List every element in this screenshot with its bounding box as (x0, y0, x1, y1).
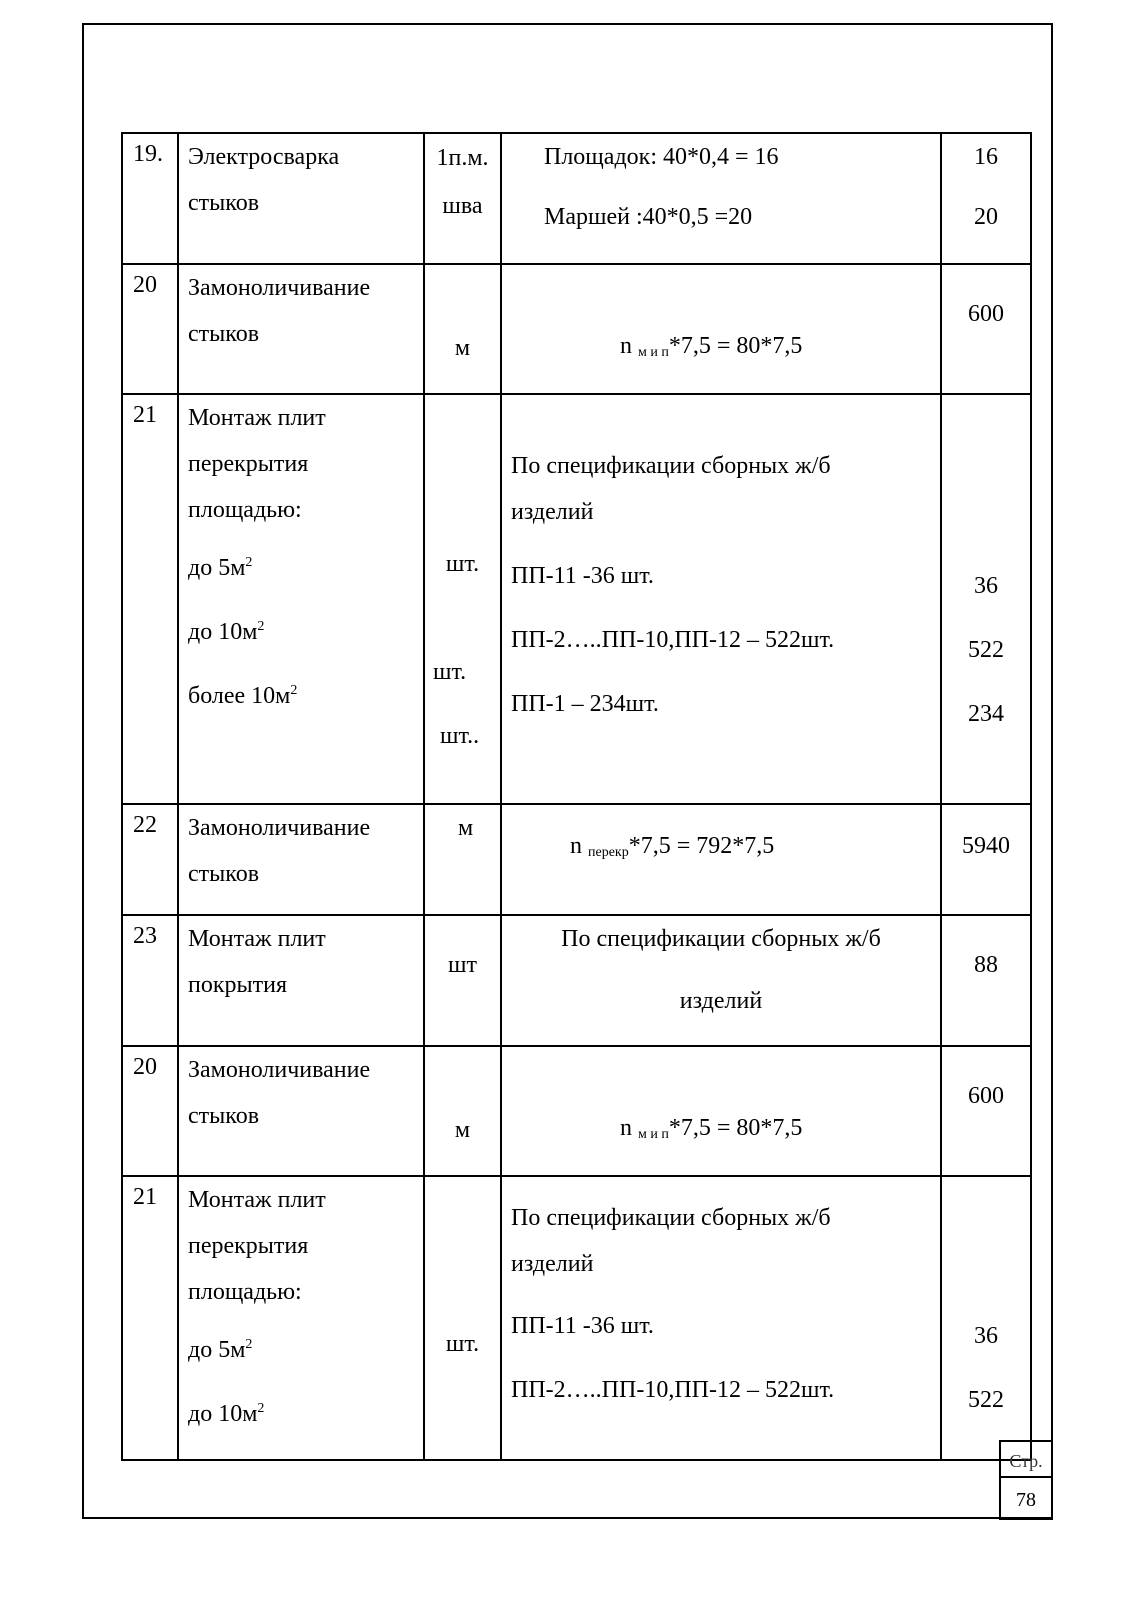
calculation: n $_{м и п}$*7,5 = 80*7,5 (501, 1046, 941, 1176)
page-label: Стр. (999, 1440, 1053, 1478)
calculation: По спецификации сборных ж/б изделий ПП-11 -36 шт. ПП-2…..ПП-10,ПП-12 – 522шт. ПП-1 – 234шт. (501, 394, 941, 804)
unit: шт. шт. шт.. (424, 394, 501, 804)
quantity: 36 522 (941, 1176, 1031, 1460)
table-row (122, 264, 1031, 394)
page-number: 78 (999, 1476, 1053, 1520)
calculation: По спецификации сборных ж/б изделий ПП-11 -36 шт. ПП-2…..ПП-10,ПП-12 – 522шт. (501, 1176, 941, 1460)
table-row (122, 394, 1031, 804)
work-name: Монтаж плит перекрытия площадью: до $5м^2$ до $10м^2$ более $10м^2$ (178, 394, 424, 804)
work-name: Замоноличивание стыков (178, 804, 424, 915)
calculation: n $_{перекр}$*7,5 = 792*7,5 (501, 804, 941, 915)
row-number: 23 (122, 915, 178, 1046)
quantity: 600 (941, 1046, 1031, 1176)
quantity: 36 522 234 (941, 394, 1031, 804)
work-name: Монтаж плит покрытия (178, 915, 424, 1046)
work-volume-table (121, 132, 1032, 1461)
table-row (122, 1176, 1031, 1460)
calculation: Площадок: 40*0,4 = 16 Маршей :40*0,5 =20 (501, 133, 941, 264)
table-row (122, 804, 1031, 915)
unit: 1п.м. шва (424, 133, 501, 264)
row-number: 20 (122, 264, 178, 394)
unit: м (424, 804, 501, 915)
row-number: 21 (122, 394, 178, 804)
row-number: 20 (122, 1046, 178, 1176)
unit: шт. (424, 1176, 501, 1460)
quantity: 600 (941, 264, 1031, 394)
table-row (122, 915, 1031, 1046)
quantity: 16 20 (941, 133, 1031, 264)
work-name: Замоноличивание стыков (178, 264, 424, 394)
row-number: 22 (122, 804, 178, 915)
table-row (122, 133, 1031, 264)
work-name: Монтаж плит перекрытия площадью: до $5м^2$ до $10м^2$ (178, 1176, 424, 1460)
quantity: 88 (941, 915, 1031, 1046)
unit: шт (424, 915, 501, 1046)
row-number: 19. (122, 133, 178, 264)
row-number: 21 (122, 1176, 178, 1460)
calculation: n $_{м и п}$*7,5 = 80*7,5 (501, 264, 941, 394)
calculation: По спецификации сборных ж/б изделий (501, 915, 941, 1046)
work-name: Электросварка стыков (178, 133, 424, 264)
unit: м (424, 1046, 501, 1176)
work-name: Замоноличивание стыков (178, 1046, 424, 1176)
table-row (122, 1046, 1031, 1176)
unit: м (424, 264, 501, 394)
quantity: 5940 (941, 804, 1031, 915)
